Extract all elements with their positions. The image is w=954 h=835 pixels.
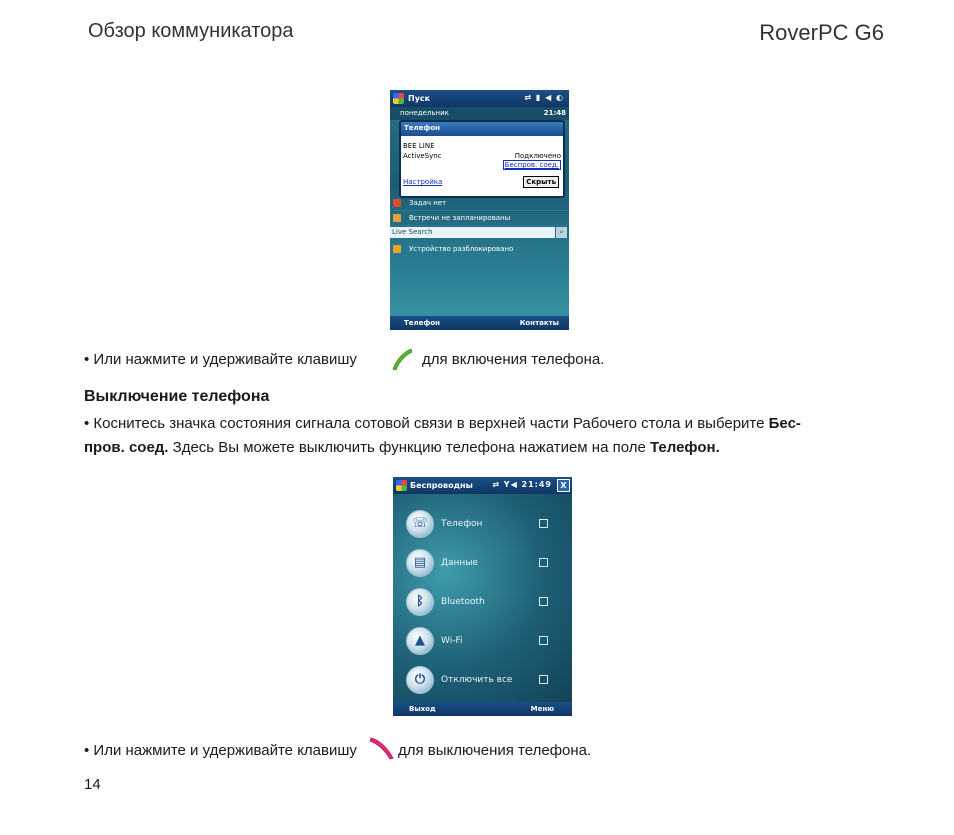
title-bar bbox=[393, 477, 572, 494]
status-label: Подключено bbox=[514, 152, 561, 160]
red-end-key-icon bbox=[368, 737, 394, 763]
item-label: Устройство разблокировано bbox=[409, 245, 514, 253]
wireless-row-data[interactable] bbox=[403, 545, 562, 579]
row-label: Данные bbox=[441, 558, 478, 568]
paragraph-turn-off-end: для выключения телефона. bbox=[398, 742, 592, 759]
paragraph-instruction-line1 bbox=[84, 415, 884, 432]
checkbox[interactable] bbox=[539, 558, 548, 567]
close-button[interactable]: X bbox=[557, 479, 570, 492]
wireless-row-disable-all[interactable] bbox=[403, 662, 562, 696]
para-text: Здесь Вы можете выключить функцию телефона нажатием на поле bbox=[168, 439, 650, 456]
softkey-left[interactable]: Выход bbox=[409, 705, 436, 713]
search-icon[interactable]: ⌕ bbox=[556, 227, 567, 238]
list-item[interactable] bbox=[390, 196, 569, 211]
hide-button[interactable]: Скрыть bbox=[523, 176, 559, 188]
windows-logo-icon[interactable] bbox=[393, 93, 404, 104]
calendar-icon bbox=[393, 214, 401, 222]
paragraph-turn-on-end: для включения телефона. bbox=[422, 351, 605, 368]
title-bar bbox=[390, 90, 569, 107]
checkbox[interactable] bbox=[539, 636, 548, 645]
time-label: 21:49 bbox=[521, 480, 552, 489]
item-label: Встречи не запланированы bbox=[409, 214, 511, 222]
sync-label: ActiveSync bbox=[403, 152, 442, 160]
row-label: Bluetooth bbox=[441, 597, 485, 607]
item-label: Задач нет bbox=[409, 199, 447, 207]
wireless-row-wifi[interactable] bbox=[403, 623, 562, 657]
list-item[interactable] bbox=[390, 211, 569, 226]
para-text: • Или нажмите и удерживайте клавишу bbox=[84, 351, 357, 368]
lock-icon bbox=[393, 245, 401, 253]
row-label: Отключить все bbox=[441, 675, 513, 685]
header-left: Обзор коммуникатора bbox=[88, 20, 294, 42]
list-item[interactable] bbox=[390, 242, 569, 256]
settings-link[interactable]: Настройка bbox=[403, 178, 443, 186]
wireless-link[interactable]: Беспров. соед. bbox=[504, 161, 559, 169]
date-label: понедельник bbox=[400, 109, 449, 117]
checkbox[interactable] bbox=[539, 675, 548, 684]
operator-label: BEE LINE bbox=[403, 142, 435, 150]
screenshot-today bbox=[390, 90, 569, 330]
softkey-right[interactable]: Меню bbox=[530, 705, 554, 713]
header-right: RoverPC G6 bbox=[759, 20, 884, 45]
row-label: Wi-Fi bbox=[441, 636, 463, 646]
checkbox[interactable] bbox=[539, 597, 548, 606]
status-icons[interactable]: ⇄ Y◀ 21:49 bbox=[492, 480, 552, 489]
status-icons[interactable]: ⇄ ▮ ◀ ◐ bbox=[524, 93, 564, 102]
page-number: 14 bbox=[84, 776, 101, 793]
paragraph-turn-off bbox=[84, 742, 357, 759]
wireless-row-bluetooth[interactable] bbox=[403, 584, 562, 618]
paragraph-turn-on bbox=[84, 351, 357, 368]
data-icon: ▤ bbox=[406, 549, 434, 577]
row-label: Телефон bbox=[441, 519, 483, 529]
para-bold: Телефон. bbox=[649, 439, 720, 456]
green-call-key-icon bbox=[390, 347, 414, 371]
windows-logo-icon[interactable] bbox=[396, 480, 407, 491]
start-title[interactable]: Пуск bbox=[408, 94, 431, 103]
phone-icon: ☏ bbox=[406, 510, 434, 538]
softkey-bar bbox=[390, 316, 569, 330]
power-icon: ⏻ bbox=[406, 666, 434, 694]
wireless-row-phone[interactable] bbox=[403, 506, 562, 540]
bluetooth-icon: ᛒ bbox=[406, 588, 434, 616]
tasks-icon bbox=[393, 199, 401, 207]
screenshot-wireless bbox=[393, 477, 572, 716]
softkey-left[interactable]: Телефон bbox=[404, 319, 440, 327]
paragraph-instruction-line2 bbox=[84, 439, 884, 456]
section-heading: Выключение телефона bbox=[84, 388, 270, 405]
time-label: 21:48 bbox=[543, 109, 566, 117]
wireless-title[interactable]: Беспроводны bbox=[410, 481, 473, 490]
checkbox[interactable] bbox=[539, 519, 548, 528]
para-text: • Или нажмите и удерживайте клавишу bbox=[84, 742, 357, 759]
wifi-icon: ▲ bbox=[406, 627, 434, 655]
para-text: • Коснитесь значка состояния сигнала сотовой связи в верхней части Рабочего стола и выберите bbox=[84, 415, 769, 432]
softkey-bar bbox=[393, 702, 572, 716]
softkey-right[interactable]: Контакты bbox=[519, 319, 559, 327]
search-input[interactable]: Live Search bbox=[390, 227, 555, 238]
para-bold: пров. соед. bbox=[84, 439, 169, 456]
phone-popup bbox=[399, 120, 565, 198]
date-row bbox=[390, 107, 569, 120]
para-bold: Бес- bbox=[768, 415, 801, 432]
popup-title: Телефон bbox=[401, 122, 563, 136]
